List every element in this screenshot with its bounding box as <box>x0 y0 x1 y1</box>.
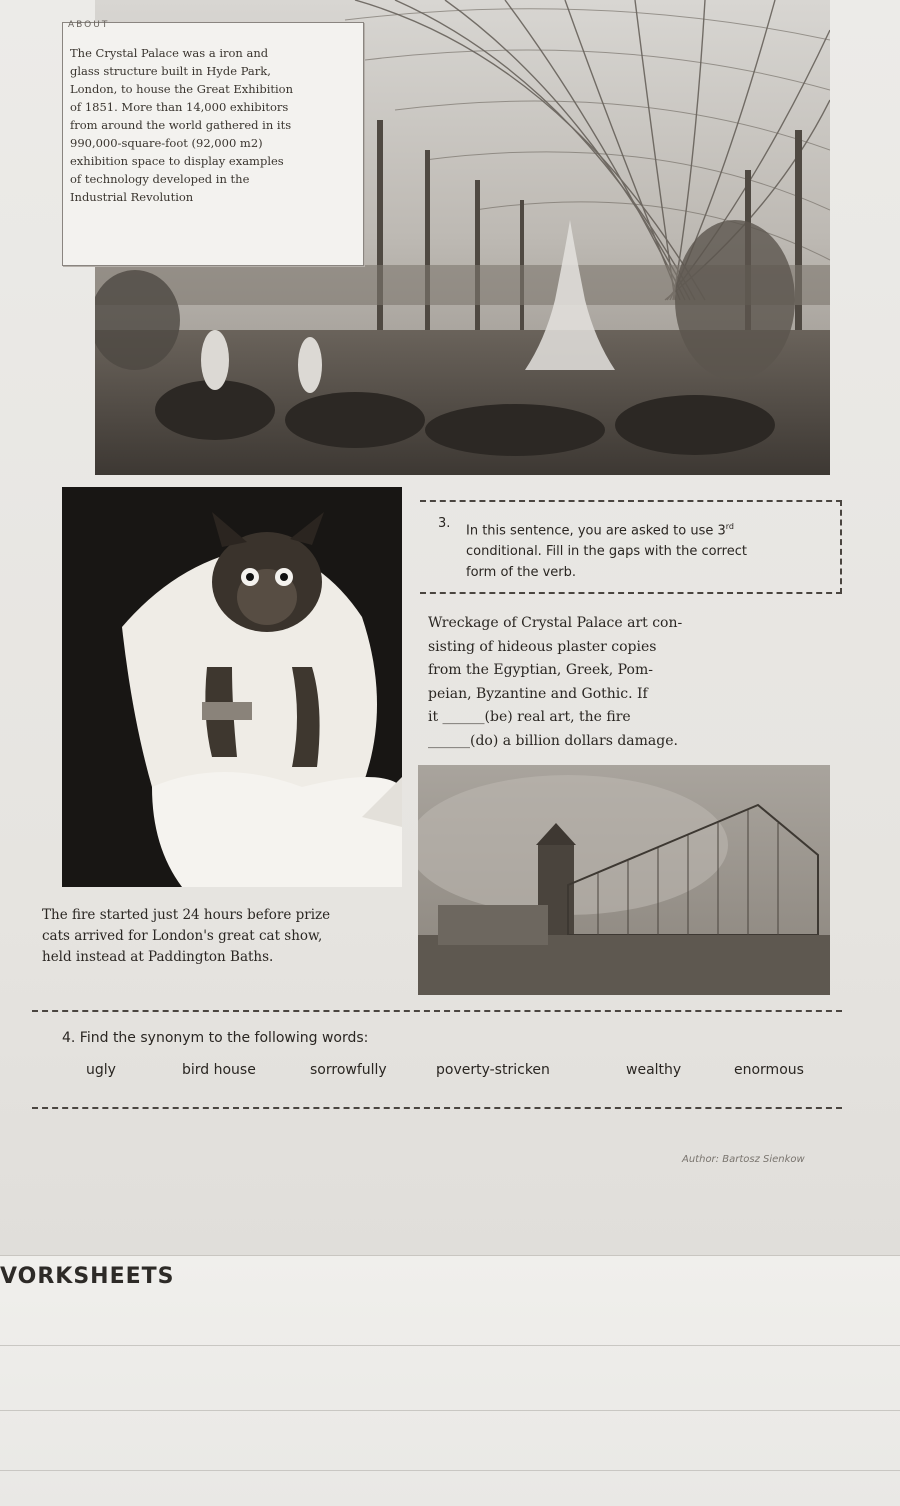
wreckage-line: peian, Byzantine and Gothic. If <box>428 685 648 702</box>
about-line: London, to house the Great Exhibition <box>70 82 294 96</box>
siamese-cat-photo <box>62 487 402 887</box>
word-bird-house: bird house <box>182 1062 256 1078</box>
about-line: exhibition space to display examples <box>70 154 284 168</box>
author-credit: Author: Bartosz Sienkow <box>682 1154 805 1165</box>
word-wealthy: wealthy <box>626 1062 682 1078</box>
fire-caption <box>42 905 422 968</box>
task3-line1: In this sentence, you are asked to use 3 <box>466 523 726 539</box>
ruled-line <box>0 1410 900 1411</box>
about-line: The Crystal Palace was a iron and <box>70 46 269 60</box>
task3-line: conditional. Fill in the gaps with the correct <box>466 544 747 560</box>
ruled-line <box>0 1345 900 1346</box>
task4-dashed-box <box>32 1010 842 1109</box>
wreckage-caption <box>428 612 748 753</box>
word-sorrowfully: sorrowfully <box>310 1062 387 1078</box>
fire-caption-line: held instead at Paddington Baths. <box>42 949 274 965</box>
word-poverty-stricken: poverty-stricken <box>436 1062 550 1078</box>
task3-line: form of the verb. <box>466 565 576 581</box>
fire-caption-line: cats arrived for London's great cat show, <box>42 928 323 944</box>
about-line: glass structure built in Hyde Park, <box>70 64 271 78</box>
ruled-line <box>0 1470 900 1471</box>
wreckage-line: from the Egyptian, Greek, Pom- <box>428 662 653 678</box>
wreckage-line: sisting of hideous plaster copies <box>428 638 657 655</box>
about-line: of technology developed in the <box>70 172 250 186</box>
wreckage-line: Wreckage of Crystal Palace art con- <box>428 615 683 631</box>
about-text <box>70 44 355 206</box>
about-line: Industrial Revolution <box>70 190 194 204</box>
wreckage-gap-do[interactable]: ______(do) a billion dollars damage. <box>428 732 678 749</box>
about-line: from around the world gathered in its <box>70 118 292 132</box>
crystal-palace-ruins-photo <box>418 765 830 995</box>
wreckage-gap-be[interactable]: it ______(be) real art, the fire <box>428 709 631 725</box>
about-line: 990,000-square-foot (92,000 m2) <box>70 136 263 150</box>
task3-ordinal-suffix: rd <box>725 522 735 531</box>
word-ugly: ugly <box>86 1062 116 1078</box>
task3-number: 3. <box>438 516 451 531</box>
about-line: of 1851. More than 14,000 exhibitors <box>70 100 289 114</box>
task3-instructions <box>466 516 826 583</box>
worksheets-banner: VORKSHEETS <box>0 1264 175 1289</box>
task3-line <box>466 516 826 541</box>
fire-caption-line: The fire started just 24 hours before prize <box>42 907 331 923</box>
about-label: ABOUT <box>68 20 110 30</box>
task4-instructions: 4. Find the synonym to the following words: <box>62 1030 369 1046</box>
lower-sheet <box>0 1255 900 1506</box>
word-enormous: enormous <box>734 1062 804 1078</box>
